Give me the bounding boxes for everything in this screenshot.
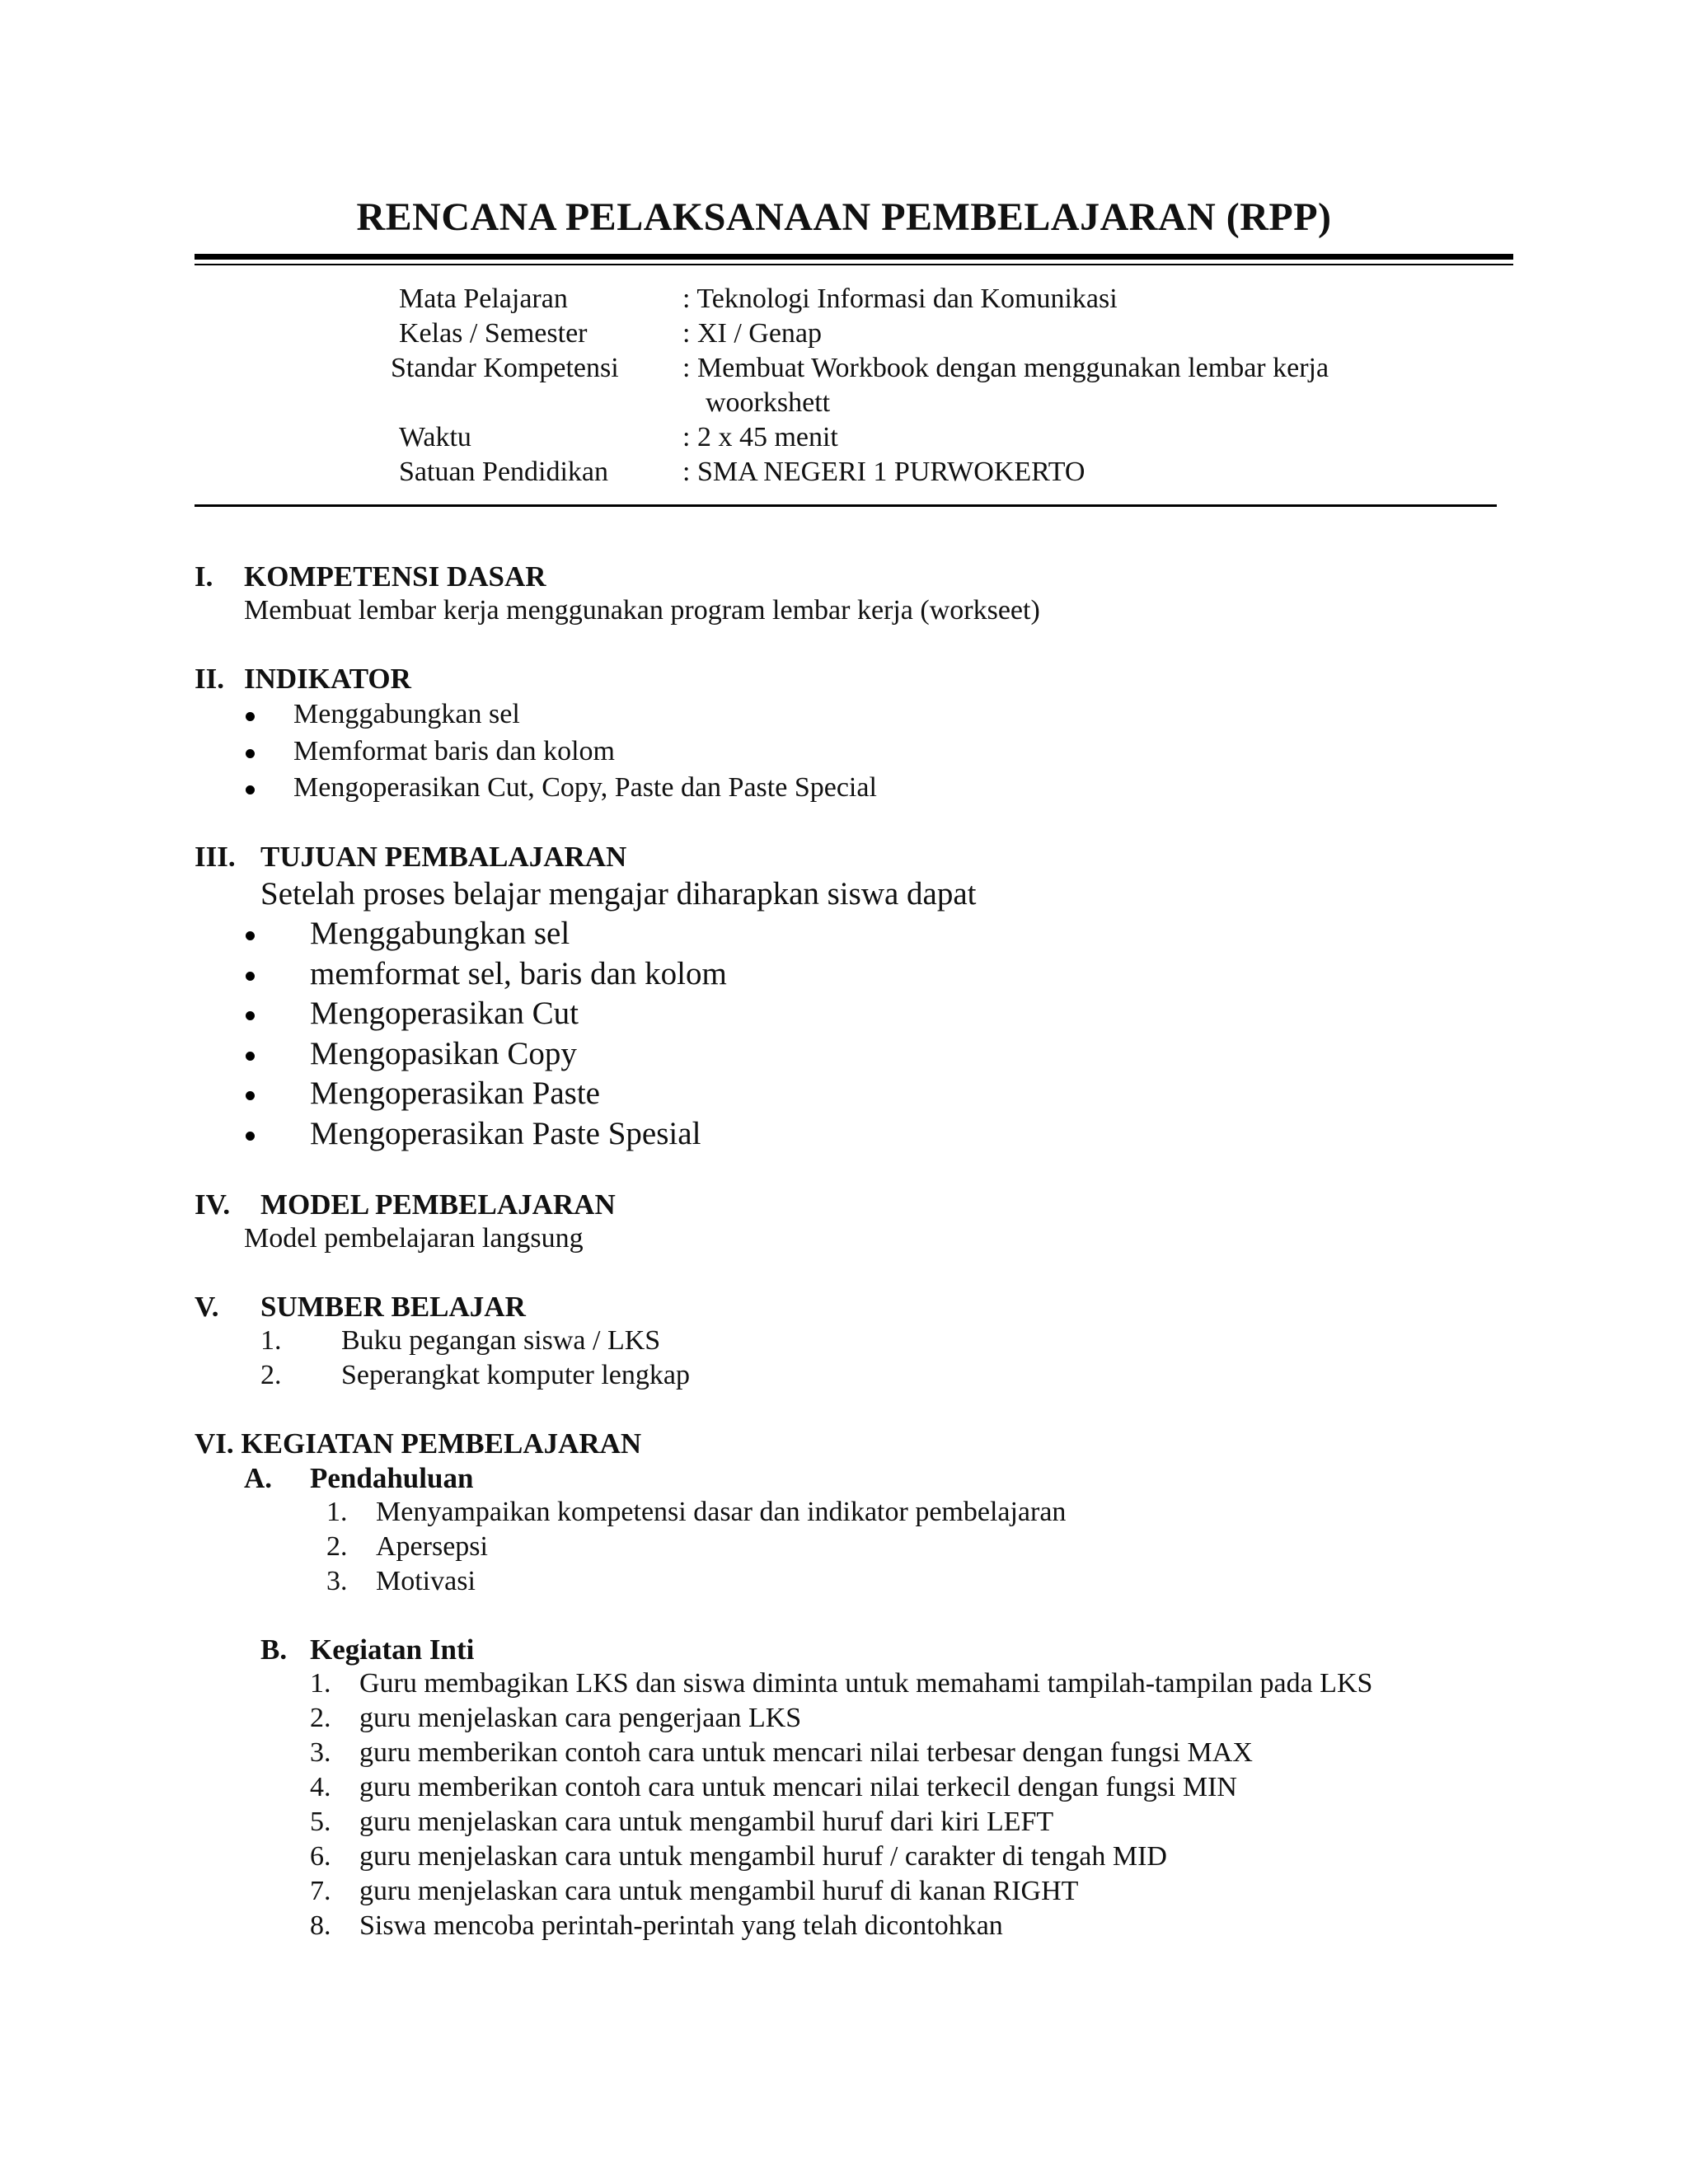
list-item: guru menjelaskan cara untuk mengambil huruf / carakter di tengah MID — [359, 1841, 1167, 1872]
info-key: Waktu — [399, 422, 471, 452]
bullet-icon — [246, 1052, 255, 1061]
list-number: 6. — [310, 1841, 331, 1872]
section-number: II. — [195, 663, 224, 695]
list-item: Motivasi — [376, 1566, 476, 1596]
bullet-icon — [246, 972, 255, 981]
bullet-icon — [246, 749, 255, 758]
subsection-letter: B. — [260, 1633, 288, 1666]
info-rule — [195, 504, 1497, 507]
info-key: Standar Kompetensi — [391, 353, 619, 383]
list-item: Memformat baris dan kolom — [293, 736, 615, 766]
list-item: Apersepsi — [376, 1531, 488, 1562]
list-item: guru menjelaskan cara untuk mengambil huruf di kanan RIGHT — [359, 1876, 1079, 1906]
document-title: RENCANA PELAKSANAAN PEMBELAJARAN (RPP) — [356, 195, 1332, 239]
list-number: 7. — [310, 1876, 331, 1906]
section-intro: Setelah proses belajar mengajar diharapkan siswa dapat — [260, 876, 977, 912]
section-title: MODEL PEMBELAJARAN — [260, 1188, 616, 1221]
list-number: 8. — [310, 1910, 331, 1941]
section-text: Model pembelajaran langsung — [244, 1223, 584, 1254]
section-title: KOMPETENSI DASAR — [244, 560, 546, 593]
info-value: : 2 x 45 menit — [682, 422, 838, 452]
list-item: Menyampaikan kompetensi dasar dan indikator pembelajaran — [376, 1497, 1067, 1527]
list-number: 1. — [326, 1497, 348, 1527]
list-item: Buku pegangan siswa / LKS — [341, 1325, 661, 1356]
info-key: Kelas / Semester — [399, 318, 588, 349]
list-item: Siswa mencoba perintah-perintah yang telah dicontohkan — [359, 1910, 1003, 1941]
bullet-icon — [246, 1132, 255, 1141]
list-item: Guru membagikan LKS dan siswa diminta untuk memahami tampilah-tampilan pada LKS — [359, 1668, 1373, 1699]
list-number: 2. — [260, 1360, 282, 1390]
title-rule-thick — [195, 254, 1513, 260]
info-value-continued: woorkshett — [706, 387, 831, 418]
list-number: 2. — [310, 1703, 331, 1733]
info-value: : SMA NEGERI 1 PURWOKERTO — [682, 457, 1085, 487]
list-item: Mengoperasikan Cut, Copy, Paste dan Paste Special — [293, 772, 877, 803]
list-item: memformat sel, baris dan kolom — [310, 956, 727, 991]
info-key: Satuan Pendidikan — [399, 457, 609, 487]
info-value: : Teknologi Informasi dan Komunikasi — [682, 284, 1118, 314]
title-rule-thin — [195, 264, 1513, 265]
list-item: Mengoperasikan Paste — [310, 1076, 600, 1111]
section-title: TUJUAN PEMBALAJARAN — [260, 841, 627, 873]
list-number: 1. — [260, 1325, 282, 1356]
subsection-title: Pendahuluan — [310, 1462, 474, 1494]
list-item: guru memberikan contoh cara untuk mencari nilai terkecil dengan fungsi MIN — [359, 1772, 1237, 1802]
list-item: guru menjelaskan cara untuk mengambil huruf dari kiri LEFT — [359, 1807, 1054, 1837]
list-item: Mengoperasikan Cut — [310, 996, 579, 1031]
list-item: Mengoperasikan Paste Spesial — [310, 1116, 701, 1151]
subsection-letter: A. — [244, 1462, 273, 1494]
list-item: Seperangkat komputer lengkap — [341, 1360, 690, 1390]
list-item: guru menjelaskan cara pengerjaan LKS — [359, 1703, 802, 1733]
bullet-icon — [246, 931, 255, 940]
list-number: 1. — [310, 1668, 331, 1699]
list-number: 4. — [310, 1772, 331, 1802]
section-number: IV. — [195, 1188, 231, 1221]
section-title: SUMBER BELAJAR — [260, 1291, 526, 1323]
list-item: guru memberikan contoh cara untuk mencari nilai terbesar dengan fungsi MAX — [359, 1737, 1253, 1768]
subsection-title: Kegiatan Inti — [310, 1633, 475, 1666]
section-text: Membuat lembar kerja menggunakan program lembar kerja (workseet) — [244, 595, 1040, 626]
list-item: Mengopasikan Copy — [310, 1036, 577, 1071]
section-number: V. — [195, 1291, 219, 1323]
bullet-icon — [246, 1011, 255, 1020]
section-title: VI. KEGIATAN PEMBELAJARAN — [195, 1427, 642, 1460]
bullet-icon — [246, 712, 255, 721]
list-item: Menggabungkan sel — [310, 916, 570, 951]
section-number: III. — [195, 841, 236, 873]
info-key: Mata Pelajaran — [399, 284, 568, 314]
list-number: 3. — [326, 1566, 348, 1596]
list-number: 3. — [310, 1737, 331, 1768]
section-title: INDIKATOR — [244, 663, 411, 695]
list-item: Menggabungkan sel — [293, 699, 520, 729]
list-number: 5. — [310, 1807, 331, 1837]
section-number: I. — [195, 560, 213, 593]
info-value: : XI / Genap — [682, 318, 823, 349]
list-number: 2. — [326, 1531, 348, 1562]
bullet-icon — [246, 1091, 255, 1100]
info-value: : Membuat Workbook dengan menggunakan lembar kerja — [682, 353, 1329, 383]
bullet-icon — [246, 785, 255, 794]
